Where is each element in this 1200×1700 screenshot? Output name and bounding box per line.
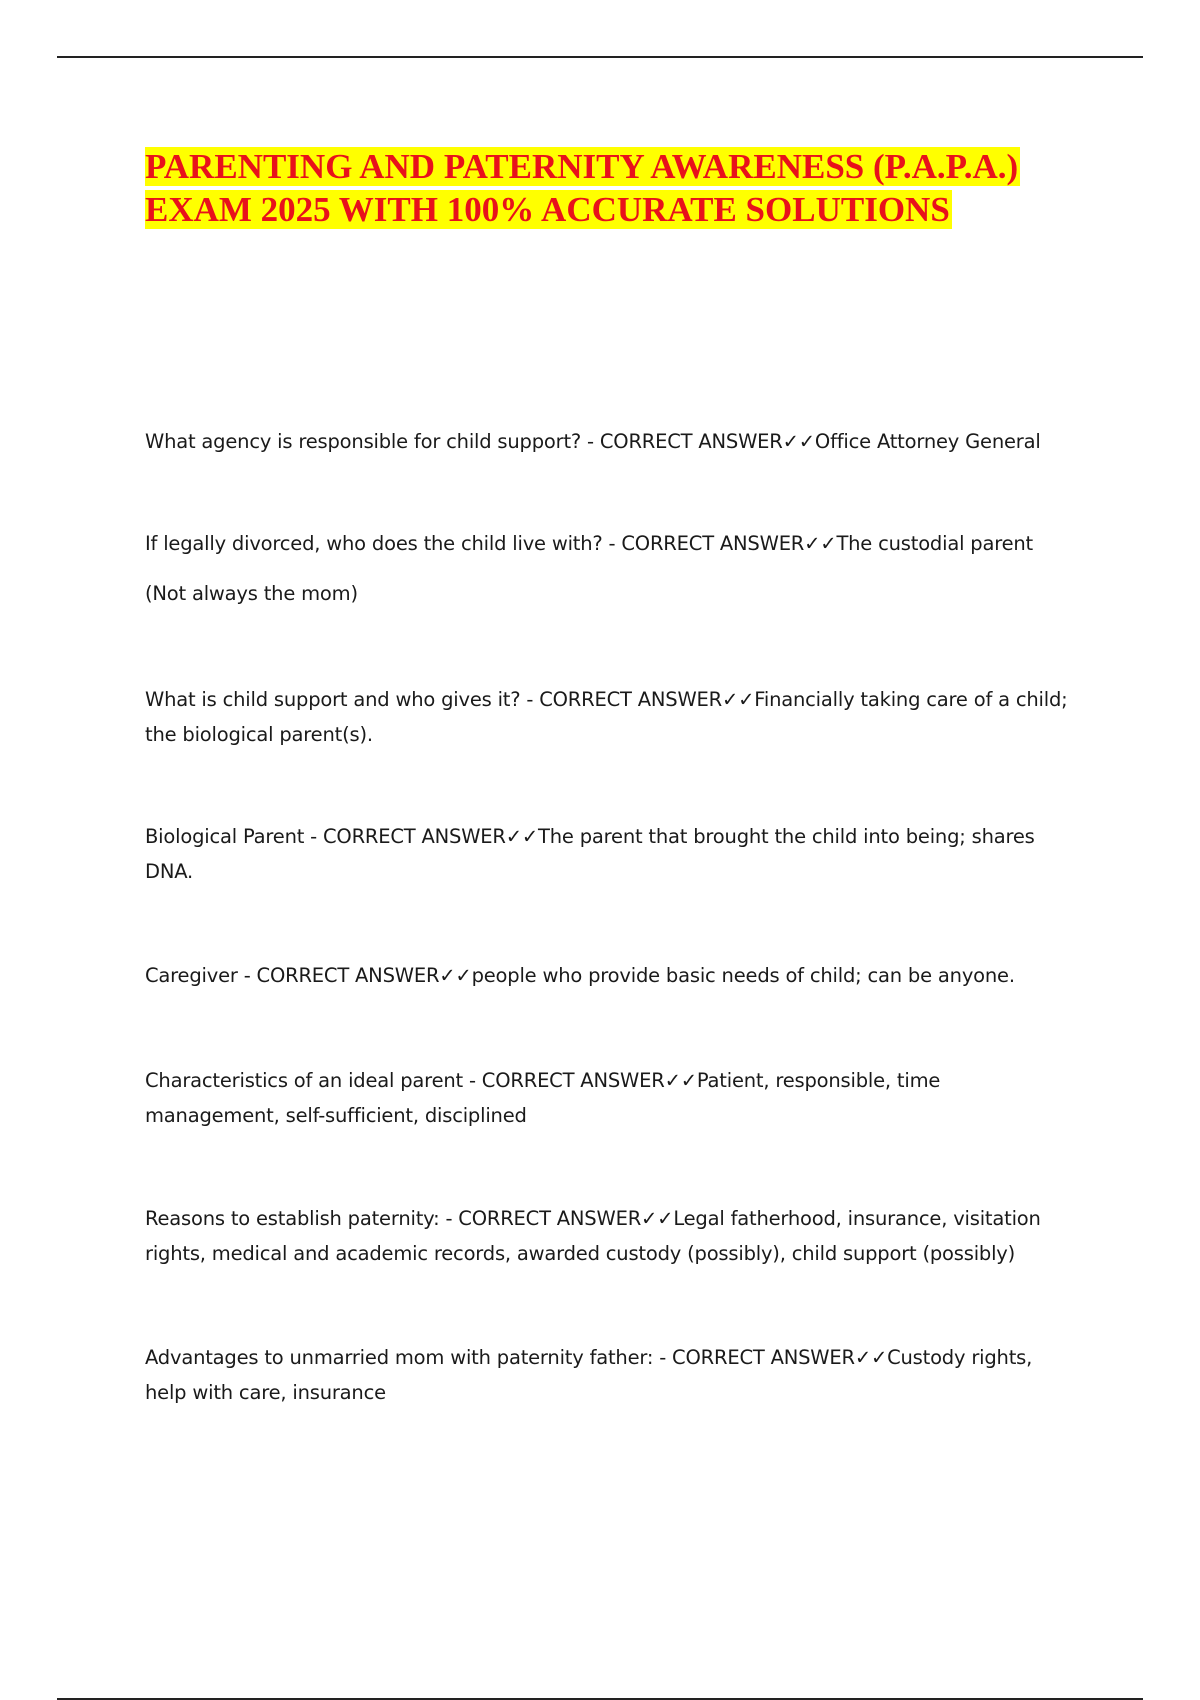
qa-item-1 (145, 424, 1095, 459)
qa-text: Reasons to establish paternity: - CORRECT ANSWER✓✓Legal fatherhood, insurance, visitation (145, 1207, 1041, 1230)
qa-text-continued: DNA. (145, 860, 193, 883)
qa-item-5 (145, 958, 1095, 993)
qa-item-6 (145, 1063, 1095, 1133)
qa-text: Biological Parent - CORRECT ANSWER✓✓The parent that brought the child into being; shares (145, 825, 1035, 848)
qa-text: If legally divorced, who does the child live with? - CORRECT ANSWER✓✓The custodial parent (145, 532, 1033, 555)
qa-text-continued: the biological parent(s). (145, 723, 373, 746)
qa-text: What agency is responsible for child support? - CORRECT ANSWER✓✓Office Attorney General (145, 430, 1041, 453)
title-line-1: PARENTING AND PATERNITY AWARENESS (P.A.P.A.) (145, 147, 1019, 186)
qa-item-2 (145, 526, 1095, 611)
qa-item-3 (145, 682, 1095, 752)
qa-text-continued: management, self-sufficient, disciplined (145, 1104, 527, 1127)
qa-text: Characteristics of an ideal parent - CORRECT ANSWER✓✓Patient, responsible, time (145, 1069, 941, 1092)
qa-text-continued: help with care, insurance (145, 1381, 386, 1404)
qa-item-4 (145, 819, 1095, 889)
qa-text: Caregiver - CORRECT ANSWER✓✓people who provide basic needs of child; can be anyone. (145, 964, 1015, 987)
qa-text-continued: rights, medical and academic records, awarded custody (possibly), child support (possibly) (145, 1242, 1016, 1265)
qa-text: What is child support and who gives it? - CORRECT ANSWER✓✓Financially taking care of a child; (145, 688, 1068, 711)
qa-item-8 (145, 1340, 1095, 1410)
document-title (145, 145, 1020, 231)
qa-text-continued: (Not always the mom) (145, 582, 358, 605)
qa-text: Advantages to unmarried mom with paternity father: - CORRECT ANSWER✓✓Custody rights, (145, 1346, 1033, 1369)
title-line-2: EXAM 2025 WITH 100% ACCURATE SOLUTIONS (145, 190, 950, 229)
header-rule (57, 56, 1143, 58)
qa-item-7 (145, 1201, 1095, 1271)
